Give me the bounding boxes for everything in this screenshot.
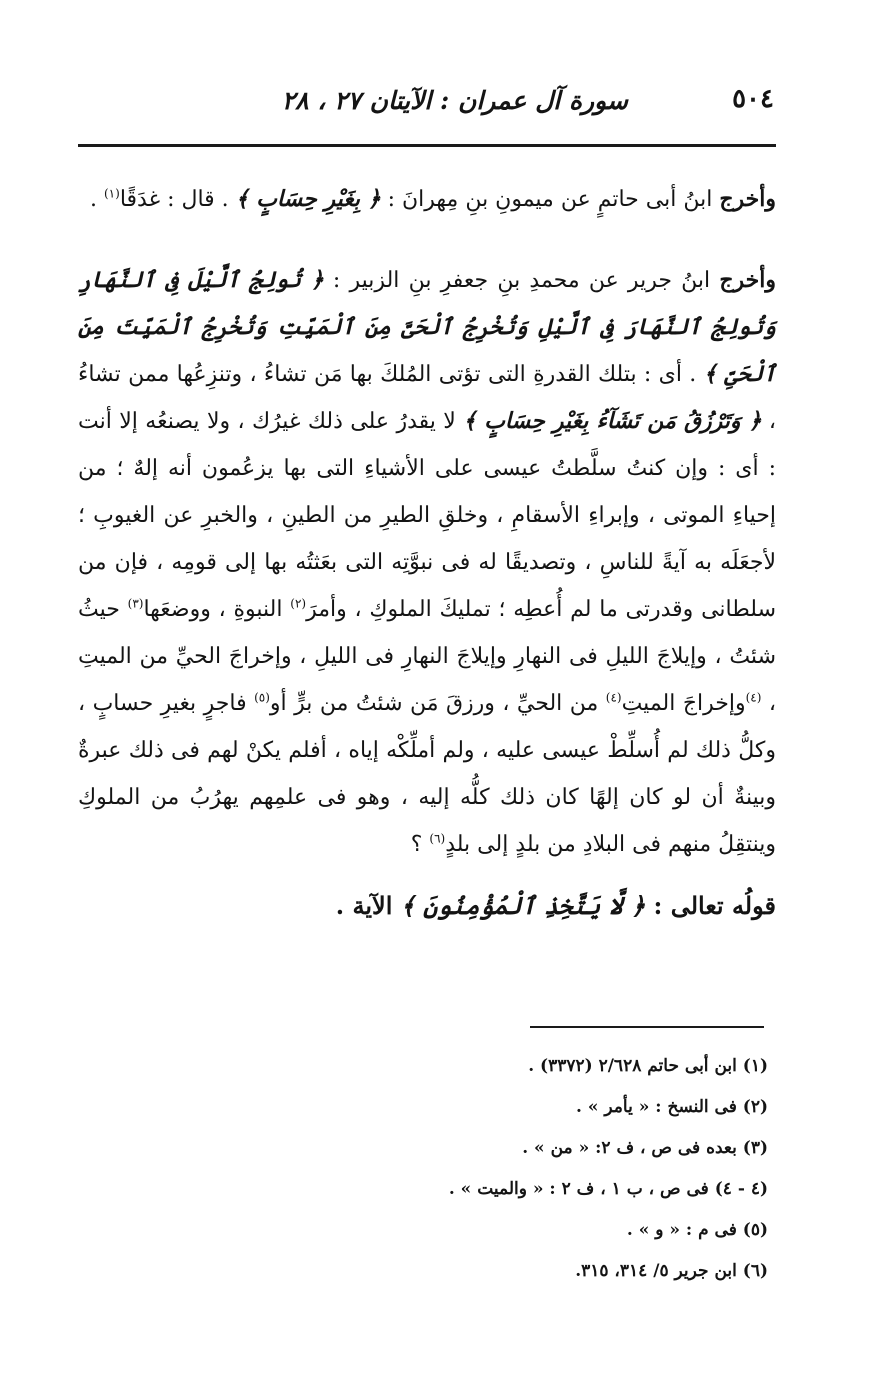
footnote-2: (٢) فى النسخ : « يأمر » . <box>576 1097 768 1117</box>
footnote-ref: (٢) <box>290 596 307 611</box>
quran-quote: ﴿ وَتَرْزُقُ مَن تَشَآءُ بِغَيْرِ حِسَابٍ ﴾ <box>463 408 762 434</box>
quran-quote: ﴿ بِغَيْرِ حِسَابٍ ﴾ <box>235 186 381 212</box>
paragraph-lead-word: وأخرج <box>719 186 776 212</box>
footnote-5: (٥) فى م : « و » . <box>626 1220 768 1240</box>
paragraph-text: ؟ <box>410 832 430 857</box>
quran-quote: ﴿ لَّا يَتَّخِذِ ٱلْمُؤْمِنُونَ ﴾ <box>400 891 646 920</box>
paragraph-text: حيثُ شئتُ ، وإيلاجَ الليلِ فى النهارِ وإيلاجَ النهارِ فى الليلِ ، وإخراجَ الحيِّ من الميتِ ، <box>78 597 777 716</box>
footnote-ref: (٦) <box>429 831 446 846</box>
paragraph-text: من الحيِّ ، ورزقَ مَن شئتُ من برٍّ أو <box>269 691 606 716</box>
verse-heading <box>78 882 776 929</box>
footnote-ref: (٤) <box>745 690 762 705</box>
footnote-6: (٦) ابن جرير ٥/ ٣١٤، ٣١٥. <box>575 1261 768 1281</box>
paragraph-text: . قال : غدَقًا <box>119 187 236 212</box>
header-divider <box>78 144 776 147</box>
paragraph-text: وإخراجَ الميتِ <box>621 691 746 716</box>
footnote-ref: (٤) <box>605 690 622 705</box>
footnotes <box>78 1046 768 1292</box>
paragraph-text: . <box>89 187 104 212</box>
footnote-1: (١) ابن أبى حاتم ٢/٦٢٨ (٣٣٧٢) . <box>528 1056 768 1076</box>
quran-quote: ﴿ تُولِجُ ٱلَّيْلَ فِى ٱلنَّهَارِ وَتُولِجُ ٱلنَّهَارَ فِى ٱلَّيْلِ وَتُخْرِجُ ٱلْحَىَّ مِنَ ٱلْمَيِّتِ وَتُخْرِجُ ٱلْمَيِّتَ مِنَ ٱلْحَىِّ ﴾ <box>78 267 776 387</box>
paragraph-lead-word: وأخرج <box>719 267 776 293</box>
paragraph-text: لا يقدرُ على ذلك غيرُك ، ولا يصنعُه إلا أنت : أى : وإن كنتُ سلَّطتُ عيسى على الأشياءِ التى بها يزعُمون أنه إلهٌ ؛ من إحياءِ الموتى ، وإبراءِ الأسقامِ ، وخلقِ الطيرِ من الطينِ ، والخبرِ عن الغيوبِ ؛ لأجعَلَه به آيةً للناسِ ، وتصديقًا له فى نبوَّتِه التى بعَثتُه بها إلى قومِه ، فإن من سلطانى وقدرتى ما لم أُعطِه ؛ تمليكَ الملوكِ ، وأمرَ <box>78 409 777 622</box>
paragraph-ibn-abi-hatim <box>78 176 776 223</box>
paragraph-text: النبوةِ ، ووضعَها <box>143 597 291 622</box>
paragraph-text: فاجرٍ بغيرِ حسابٍ ، وكلُّ ذلك لم أُسلِّطْ عيسى عليه ، ولم أملِّكْه إياه ، أفلم يكنْ لهم فى ذلك عبرةٌ وبينةٌ أن لو كان إلهًا كان ذلك كلُّه إليه ، وهو فى علمِهم يهرُبُ من الملوكِ وينتقِلُ منهم فى البلادِ من بلدٍ إلى بلدٍ <box>78 691 776 857</box>
footnote-4: (٤ - ٤) فى ص ، ب ١ ، ف ٢ : « والميت » . <box>448 1179 768 1199</box>
footnote-ref: (٥) <box>254 690 270 705</box>
paragraph-text: ابنُ جرير عن محمدِ بنِ جعفرِ بنِ الزبير : <box>323 268 720 293</box>
page-number: ٥٠٤ <box>732 84 774 114</box>
footnote-divider <box>530 1026 764 1028</box>
main-text <box>78 176 776 929</box>
footnote-ref: (١) <box>103 186 120 201</box>
footnote-3: (٣) بعده فى ص ، ف ٢: « من » . <box>522 1138 768 1158</box>
paragraph-text: . أى : بتلك القدرةِ التى تؤتى المُلكَ بها مَن تشاءُ ، وتنزِعُها ممن تشاءُ ، <box>78 362 777 434</box>
paragraph-text: ابنُ أبى حاتمٍ عن ميمونِ بنِ مِهرانَ : <box>380 187 720 212</box>
verse-heading-tail: الآية . <box>335 891 401 920</box>
page-header <box>78 82 778 126</box>
running-title: سورة آل عمران : الآيتان ٢٧ ، ٢٨ <box>281 86 628 115</box>
footnote-ref: (٣) <box>127 596 144 611</box>
paragraph-ibn-jarir <box>78 257 776 868</box>
verse-heading-lead: قولُه تعالى : <box>645 891 776 920</box>
